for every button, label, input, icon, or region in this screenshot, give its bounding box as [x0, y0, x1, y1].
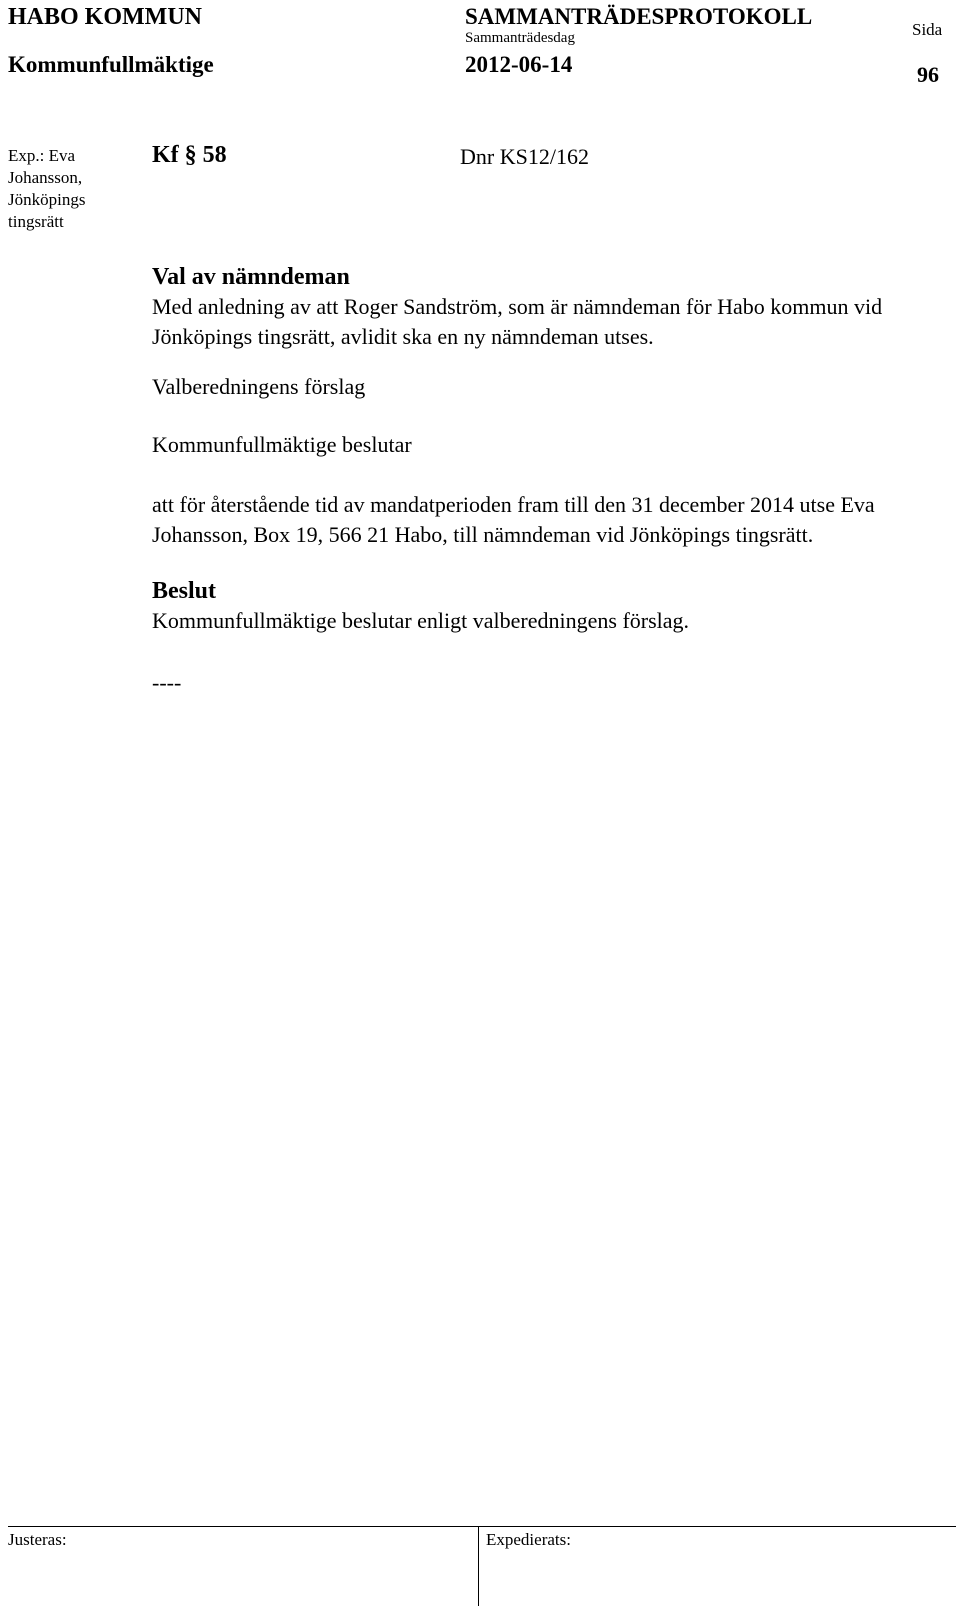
proposal-text: att för återstående tid av mandatperioden fram till den 31 december 2014 utse Eva Johansson, Box 19, 566 21 Habo, till nämndeman vid Jönköpings tingsrätt.	[152, 492, 875, 547]
document-type: SAMMANTRÄDESPROTOKOLL	[465, 4, 813, 29]
body-name: Kommunfullmäktige	[8, 52, 214, 77]
decision-text: Kommunfullmäktige beslutar enligt valberedningens förslag.	[152, 608, 690, 633]
dispatch-note: Exp.: Eva Johansson, Jönköpings tingsrätt	[8, 146, 86, 231]
item-title: Val av nämndeman	[152, 264, 350, 290]
intro-paragraph: Med anledning av att Roger Sandström, som är nämndeman för Habo kommun vid Jönköpings tingsrätt, avlidit ska en ny nämndeman utses.	[152, 294, 883, 349]
expedierats-label: Expedierats:	[486, 1530, 571, 1549]
decision-heading: Beslut	[152, 578, 217, 604]
page-number: 96	[917, 62, 939, 87]
meeting-date-label: Sammanträdesdag	[465, 30, 575, 46]
minutes-body	[152, 262, 942, 698]
meeting-date: 2012-06-14	[465, 52, 573, 77]
registration-number: Dnr KS12/162	[460, 144, 589, 169]
organization-name: HABO KOMMUN	[8, 4, 202, 30]
separator: ----	[152, 670, 182, 695]
paragraph-id: Kf § 58	[152, 142, 227, 168]
page-label: Sida	[912, 20, 943, 39]
footer-rule	[8, 1526, 956, 1527]
justeras-label: Justeras:	[8, 1530, 67, 1549]
footer-divider	[478, 1526, 479, 1606]
proposal-heading: Valberedningens förslag	[152, 374, 366, 399]
proposal-lead: Kommunfullmäktige beslutar	[152, 432, 412, 457]
